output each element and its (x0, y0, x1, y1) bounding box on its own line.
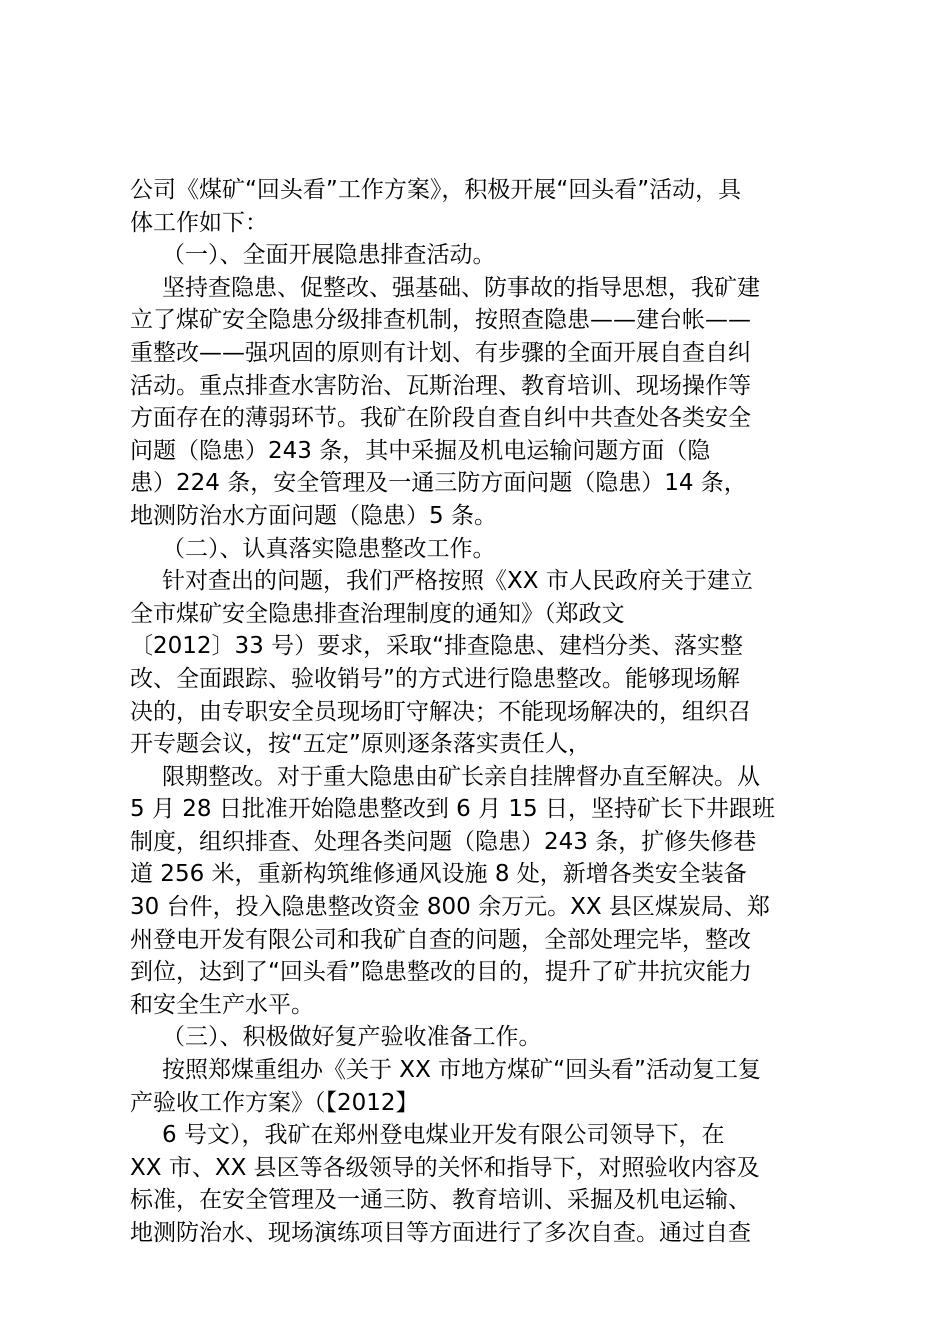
text-line: 地测防治水、现场演练项目等方面进行了多次自查。通过自查 (130, 1220, 751, 1246)
text-line: 限期整改。对于重大隐患由矿长亲自挂牌督办直至解决。从 (162, 763, 760, 790)
text-line: 立了煤矿安全隐患分级排查机制，按照查隐患——建台帐—— (130, 307, 751, 334)
text-line: 制度，组织排查、处理各类问题（隐患）243 条，扩修失修巷 (130, 828, 757, 855)
text-line: 标准，在安全管理及一通三防、教育培训、采掘及机电运输、 (130, 1187, 751, 1214)
text-line: 地测防治水方面问题（隐患）5 条。 (130, 502, 497, 529)
section-heading-2: （二）、认真落实隐患整改工作。 (162, 535, 496, 562)
text-line: 坚持查隐患、促整改、强基础、防事故的指导思想，我矿建 (162, 274, 760, 301)
text-line: 改、全面跟踪、验收销号”的方式进行隐患整改。能够现场解 (130, 665, 740, 692)
text-line: 〔2012〕33 号）要求，采取“排查隐患、建档分类、落实整 (130, 633, 744, 660)
text-line: 道 256 米，重新构筑维修通风设施 8 处，新增各类安全装备 (130, 861, 747, 888)
text-line: 5 月 28 日批准开始隐患整改到 6 月 15 日，坚持矿长下井跟班 (130, 796, 775, 823)
text-line: 和安全生产水平。 (130, 991, 314, 1018)
text-line: 患）224 条，安全管理及一通三防方面问题（隐患）14 条， (130, 470, 747, 497)
section-heading-3: （三）、积极做好复产验收准备工作。 (162, 1024, 542, 1051)
text-line: 开专题会议，按“五定”原则逐条落实责任人， (130, 731, 591, 758)
text-line: 决的，由专职安全员现场盯守解决；不能现场解决的，组织召 (130, 698, 751, 725)
text-line: 公司《煤矿“回头看”工作方案》，积极开展“回头看”活动，具 (130, 177, 742, 203)
text-line: 30 台件，投入隐患整改资金 800 余万元。XX 县区煤炭局、郑 (130, 894, 770, 921)
text-line: 到位，达到了“回头看”隐患整改的目的，提升了矿井抗灾能力 (130, 959, 752, 986)
text-line: 按照郑煤重组办《关于 XX 市地方煤矿“回头看”活动复工复 (162, 1057, 761, 1084)
text-line: 全市煤矿安全隐患排查治理制度的通知》（郑政文 (130, 600, 625, 627)
text-line: 活动。重点排查水害防治、瓦斯治理、教育培训、现场操作等 (130, 372, 751, 399)
text-line: XX 市、XX 县区等各级领导的关怀和指导下，对照验收内容及 (130, 1154, 760, 1181)
text-line: 州登电开发有限公司和我矿自查的问题，全部处理完毕，整改 (130, 926, 751, 953)
text-line: 问题（隐患）243 条，其中采掘及机电运输问题方面（隐 (130, 437, 711, 464)
text-line: 6 号文），我矿在郑州登电煤业开发有限公司领导下，在 (162, 1122, 725, 1149)
text-line: 方面存在的薄弱环节。我矿在阶段自查自纠中共查处各类安全 (130, 405, 751, 432)
text-line: 重整改——强巩固的原则有计划、有步骤的全面开展自查自纠 (130, 339, 751, 366)
section-heading-1: （一）、全面开展隐患排查活动。 (162, 242, 496, 269)
text-line: 体工作如下： (130, 209, 268, 236)
text-line: 针对查出的问题，我们严格按照《XX 市人民政府关于建立 (162, 568, 753, 595)
document-body (130, 174, 830, 1250)
text-line: 产验收工作方案》（【2012】 (130, 1089, 419, 1116)
